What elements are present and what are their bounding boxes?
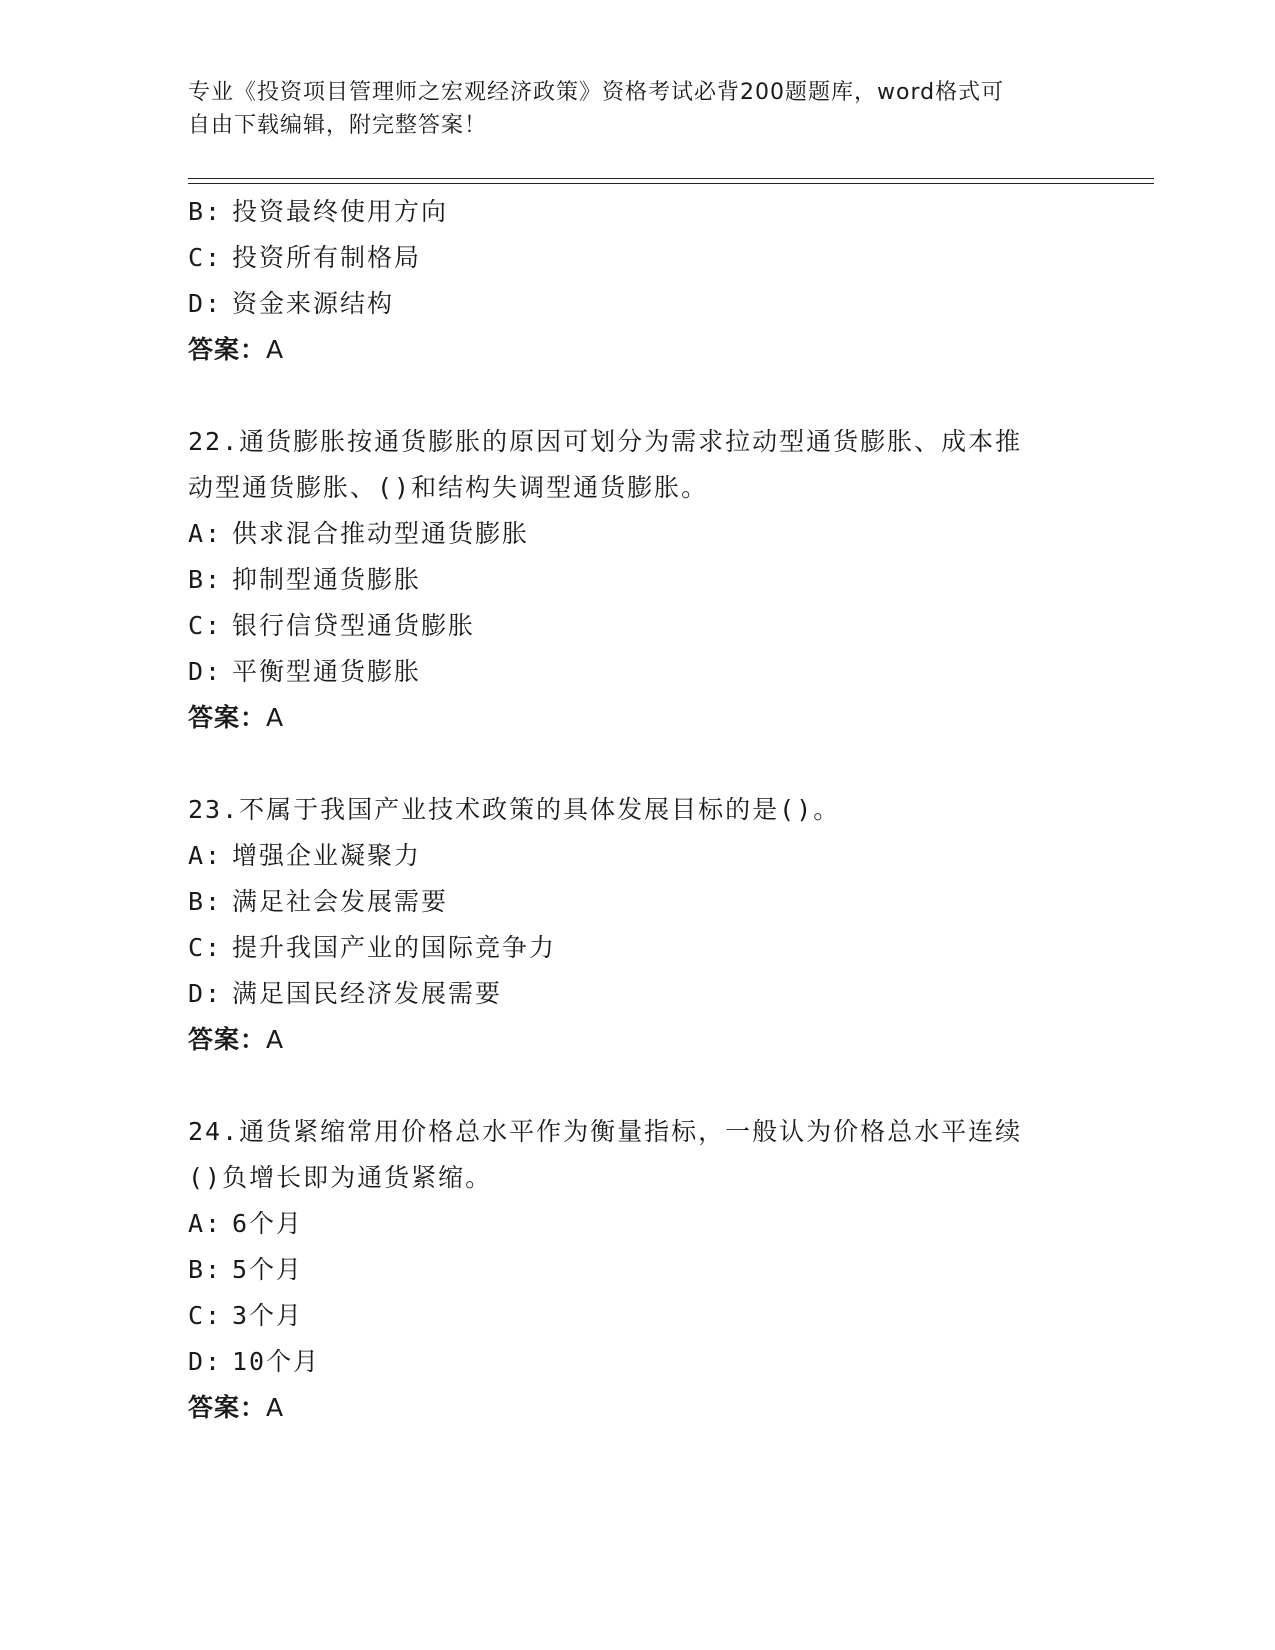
option-b: B: 抑制型通货膨胀 [188, 565, 422, 594]
option-d: D: 满足国民经济发展需要 [188, 979, 503, 1008]
answer-line: 答案：A [188, 1025, 285, 1054]
answer-line: 答案：A [188, 335, 285, 364]
question-23 [188, 787, 1088, 1063]
question-stem-line-1: 22.通货膨胀按通货膨胀的原因可划分为需求拉动型通货膨胀、成本推 [188, 427, 1023, 456]
question-24 [188, 1109, 1088, 1431]
option-b: B: 投资最终使用方向 [188, 197, 449, 226]
option-a: A: 6个月 [188, 1209, 304, 1238]
option-a: A: 增强企业凝聚力 [188, 841, 422, 870]
option-b: B: 满足社会发展需要 [188, 887, 449, 916]
answer-line: 答案：A [188, 1393, 285, 1422]
option-b: B: 5个月 [188, 1255, 304, 1284]
answer-line: 答案：A [188, 703, 285, 732]
question-22 [188, 419, 1088, 741]
header-line-2: 自由下载编辑，附完整答案！ [188, 113, 488, 138]
option-c: C: 提升我国产业的国际竞争力 [188, 933, 557, 962]
question-stem-line-2: 动型通货膨胀、()和结构失调型通货膨胀。 [188, 473, 709, 502]
document-header [188, 76, 1088, 142]
option-a: A: 供求混合推动型通货膨胀 [188, 519, 530, 548]
question-stem-line-1: 24.通货紧缩常用价格总水平作为衡量指标，一般认为价格总水平连续 [188, 1117, 1023, 1146]
header-divider-top [188, 178, 1154, 179]
option-d: D: 10个月 [188, 1347, 321, 1376]
header-line-1: 专业《投资项目管理师之宏观经济政策》资格考试必背200题题库，word格式可 [188, 80, 1005, 105]
carry-over-block [188, 189, 1088, 373]
option-d: D: 平衡型通货膨胀 [188, 657, 422, 686]
question-stem-line-1: 23.不属于我国产业技术政策的具体发展目标的是()。 [188, 795, 841, 824]
option-c: C: 银行信贷型通货膨胀 [188, 611, 476, 640]
option-c: C: 投资所有制格局 [188, 243, 422, 272]
header-divider-bottom [188, 183, 1154, 184]
question-content [188, 189, 1088, 1431]
question-stem-line-2: ()负增长即为通货紧缩。 [188, 1163, 493, 1192]
option-d: D: 资金来源结构 [188, 289, 395, 318]
option-c: C: 3个月 [188, 1301, 304, 1330]
